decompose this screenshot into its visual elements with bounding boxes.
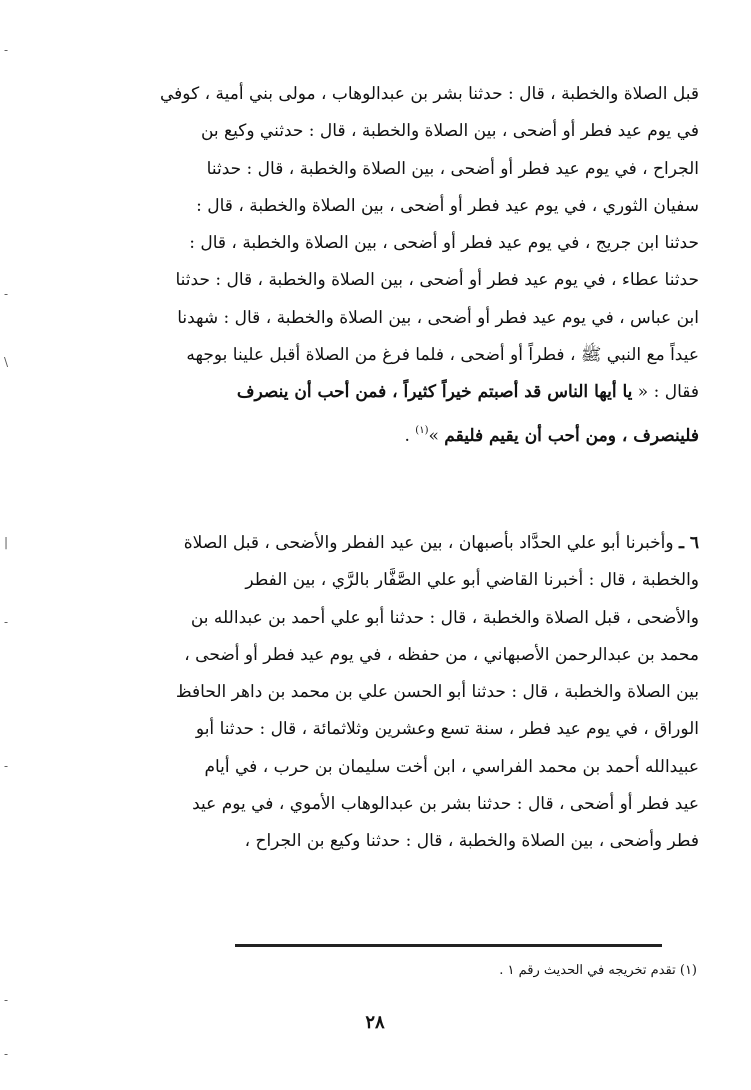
text-line: والأضحى ، قبل الصلاة والخطبة ، قال : حدثنا أبو علي أحمد بن عبدالله بن [190, 607, 699, 628]
text-line: في يوم عيد فطر أو أضحى ، بين الصلاة والخطبة ، قال : حدثني وكيع بن [200, 121, 699, 142]
scan-mark: \ [4, 355, 9, 369]
footnote-divider [235, 944, 662, 947]
quote-intro: فقال : « [632, 382, 699, 403]
paragraph-2 [76, 525, 699, 861]
text-line: بين الصلاة والخطبة ، قال : حدثنا أبو الحسن علي بن محمد بن داهر الحافظ [175, 682, 699, 703]
scan-mark: - [4, 759, 9, 773]
text-line: سفيان الثوري ، في يوم عيد فطر أو أضحى ، بين الصلاة والخطبة ، قال : [196, 195, 699, 216]
quote-line [76, 374, 699, 411]
footnote-reference[interactable]: (١) [415, 424, 429, 436]
hadith-number: ٦ ـ [678, 533, 699, 553]
scan-mark: - [4, 43, 9, 57]
first-line-text: وأخبرنا أبو علي الحدَّاد بأصبهان ، بين عيد الفطر والأضحى ، قبل الصلاة [183, 533, 679, 553]
footnote [200, 960, 697, 982]
text-line: قبل الصلاة والخطبة ، قال : حدثنا بشر بن عبدالوهاب ، مولى بني أمية ، كوفي [160, 84, 699, 104]
text-line: الجراح ، في يوم عيد فطر أو أضحى ، بين الصلاة والخطبة ، قال : حدثنا [206, 158, 699, 179]
text-line: الوراق ، في يوم عيد فطر ، سنة تسع وعشرين وثلاثمائة ، قال : حدثنا أبو [195, 719, 699, 740]
scan-mark: - [4, 1047, 9, 1061]
end-mark: . [404, 425, 416, 446]
quote-line-end [76, 412, 699, 449]
text-line: عيداً مع النبي ﷺ ، فطراً أو أضحى ، فلما فرغ من الصلاة أقبل علينا بوجهه [186, 345, 699, 366]
scan-mark: | [4, 535, 9, 549]
paragraph-1 [76, 76, 699, 449]
text-line: عيد فطر أو أضحى ، قال : حدثنا بشر بن عبدالوهاب الأموي ، في يوم عيد [192, 794, 699, 815]
text-line: محمد بن عبدالرحمن الأصبهاني ، من حفظه ، في يوم عيد فطر أو أضحى ، [184, 644, 699, 665]
footnote-number: (١) [679, 963, 697, 978]
scan-mark: - [4, 287, 9, 301]
text-line: ابن عباس ، في يوم عيد فطر أو أضحى ، بين الصلاة والخطبة ، قال : شهدنا [177, 307, 699, 328]
hadith-quote-1: يا أيها الناس قد أصبتم خيراً كثيراً ، فمن أحب أن ينصرف [236, 382, 633, 403]
hadith-quote-2: فلينصرف ، ومن أحب أن يقيم فليقم [444, 425, 699, 446]
footnote-text: تقدم تخريجه في الحديث رقم ١ . [499, 963, 676, 978]
page-number: ٢٨ [365, 1012, 385, 1033]
text-line: والخطبة ، قال : أخبرنا القاضي أبو علي الصَّفَّار بالرَّي ، بين الفطر [245, 570, 699, 591]
quote-close: » [428, 425, 445, 446]
text-line: حدثنا عطاء ، في يوم عيد فطر أو أضحى ، بين الصلاة والخطبة ، قال : حدثنا [175, 270, 699, 291]
scan-mark: - [4, 993, 9, 1007]
text-line [76, 525, 699, 562]
text-line: فطر وأضحى ، بين الصلاة والخطبة ، قال : حدثنا وكيع بن الجراح ، [244, 831, 699, 852]
text-line: عبيدالله أحمد بن محمد الفراسي ، ابن أخت سليمان بن حرب ، في أيام [204, 756, 699, 777]
scan-mark: - [4, 615, 9, 629]
text-line: حدثنا ابن جريج ، في يوم عيد فطر أو أضحى ، بين الصلاة والخطبة ، قال : [189, 233, 699, 254]
